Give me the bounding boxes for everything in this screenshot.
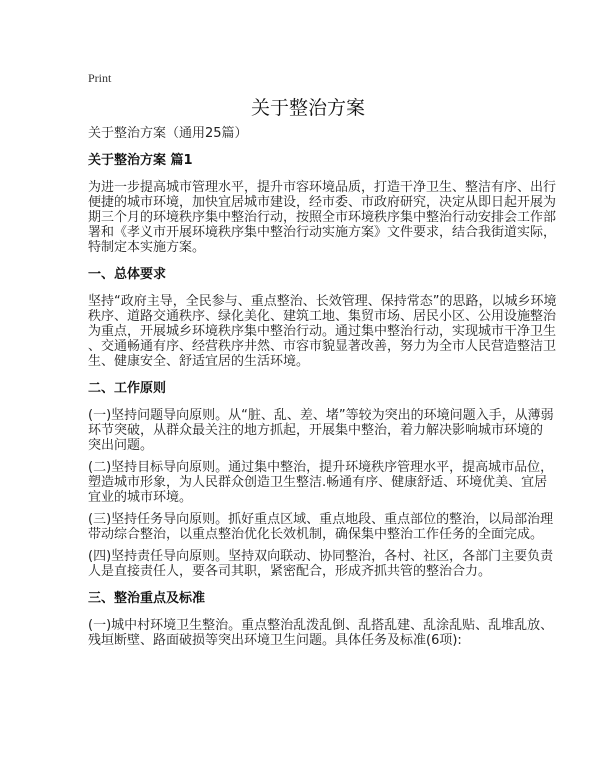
principle-paragraph	[88, 460, 554, 505]
print-label: Print	[88, 71, 112, 85]
section-heading-work-principles: 二、工作原则	[88, 381, 167, 396]
document-page	[88, 70, 557, 655]
principle-paragraph	[88, 408, 554, 453]
text-line: 为重点，开展城乡环境秩序集中整治行动。通过集中整治行动，实现城市干净卫生	[88, 324, 557, 339]
text-line: 秩序、道路交通秩序、绿化美化、建筑工地、集贸市场、居民小区、公用设施整治	[88, 309, 557, 324]
text-line: 突出问题。	[88, 438, 154, 453]
principle-paragraph	[88, 549, 554, 579]
section-heading-general-requirements: 一、总体要求	[88, 267, 167, 282]
text-line: 宜业的城市环境。	[88, 490, 193, 505]
section-heading-key-points: 三、整治重点及标准	[88, 591, 206, 606]
text-line: (二)坚持目标导向原则。通过集中整治，提升环境秩序管理水平，提高城市品位，	[88, 460, 554, 475]
text-line: (一)坚持问题导向原则。从“脏、乱、差、堵”等较为突出的环境问题入手，从薄弱	[88, 408, 554, 423]
article-heading: 关于整治方案 篇1	[88, 153, 193, 168]
text-line: 带动综合整治，以重点整治优化长效机制，确保集中整治工作任务的全面完成。	[88, 527, 544, 542]
text-line: (一)城中村环境卫生整治。重点整治乱泼乱倒、乱搭乱建、乱涂乱贴、乱堆乱放、	[88, 618, 554, 633]
text-line: 生、健康安全、舒适宜居的生活环境。	[88, 354, 310, 369]
text-line: (四)坚持责任导向原则。坚持双向联动、协同整治，各村、社区，各部门主要负责	[88, 549, 554, 564]
key-point-paragraph	[88, 618, 554, 648]
text-line: 、交通畅通有序、经营秩序井然、市容市貌显著改善，努力为全市人民营造整洁卫	[88, 339, 557, 354]
text-line: 残垣断壁、路面破损等突出环境卫生问题。具体任务及标准(6项):	[88, 633, 462, 648]
principle-paragraph	[88, 512, 554, 542]
page-title: 关于整治方案	[250, 97, 365, 119]
general-requirements-paragraph	[88, 294, 557, 369]
text-line: 便捷的城市环境，加快宜居城市建设，经市委、市政府研究，决定从即日起开展为	[88, 195, 557, 210]
text-line: 塑造城市形象，为人民群众创造卫生整洁.畅通有序、健康舒适、环境优美、宜居	[88, 475, 548, 490]
text-line: 环节突破，从群众最关注的地方抓起，开展集中整治，着力解决影响城市环境的	[88, 423, 544, 438]
text-line: 人是直接责任人，要各司其职，紧密配合，形成齐抓共管的整治合力。	[88, 564, 492, 579]
intro-paragraph	[88, 180, 557, 255]
text-line: 坚持“政府主导，全民参与、重点整治、长效管理、保持常态”的思路，以城乡环境	[88, 294, 557, 309]
text-line: 为进一步提高城市管理水平，提升市容环境品质，打造干净卫生、整洁有序、出行	[88, 180, 557, 195]
text-line: 特制定本实施方案。	[88, 240, 206, 255]
document-subtitle: 关于整治方案（通用25篇）	[88, 126, 248, 141]
text-line: 署和《孝义市开展环境秩序集中整治行动实施方案》文件要求，结合我街道实际，	[88, 225, 557, 240]
text-line: 期三个月的环境秩序集中整治行动，按照全市环境秩序集中整治行动安排会工作部	[88, 210, 557, 225]
text-line: (三)坚持任务导向原则。抓好重点区域、重点地段、重点部位的整治，以局部治理	[88, 512, 554, 527]
